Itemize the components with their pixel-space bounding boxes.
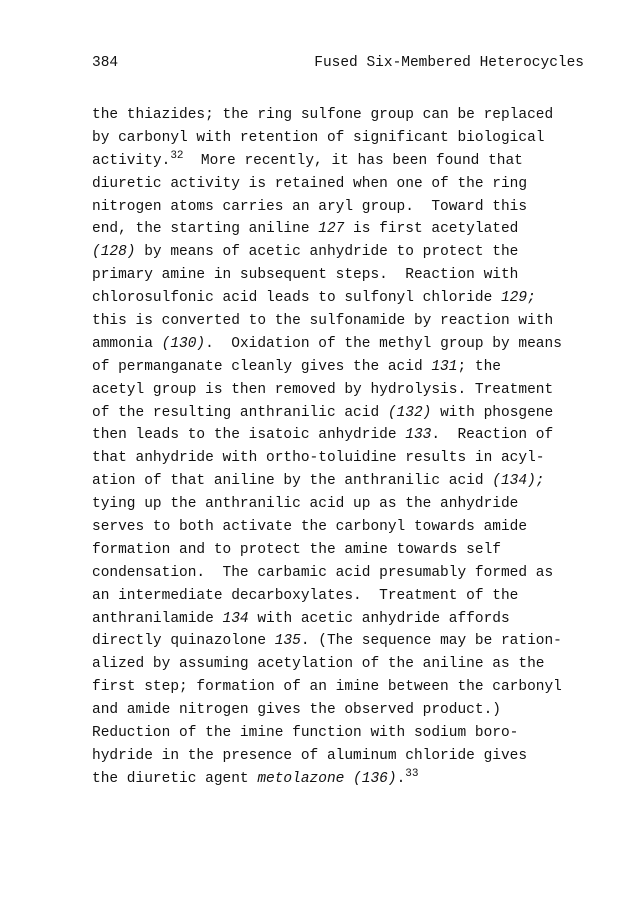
page-number: 384 (92, 55, 119, 71)
compound-ref: 127 (318, 221, 345, 238)
text-line: primary amine in subsequent steps. Reaction with (92, 267, 519, 284)
footnote-ref: 33 (405, 767, 419, 780)
text-line: (128) by means of acetic anhydride to protect the (92, 244, 519, 261)
text-line: of the resulting anthranilic acid (132) with phosgene (92, 404, 554, 421)
footnote-ref: 32 (170, 149, 184, 162)
drug-name: metolazone (257, 770, 345, 787)
compound-ref: (128) (92, 244, 136, 261)
compound-ref: 134 (222, 610, 249, 627)
running-title: Fused Six-Membered Heterocycles (314, 55, 584, 71)
text-line: acetyl group is then removed by hydrolysis. Treatment (92, 381, 554, 398)
compound-ref: 131 (431, 358, 458, 375)
text-line: this is converted to the sulfonamide by reaction with (92, 313, 554, 330)
text-line: chlorosulfonic acid leads to sulfonyl chloride 129; (92, 290, 536, 307)
compound-ref: (130) (161, 335, 206, 352)
page-header (92, 53, 584, 73)
text-line: condensation. The carbamic acid presumably formed as (92, 564, 554, 581)
text-line: of permanganate cleanly gives the acid 131; the (92, 358, 501, 375)
text-line: serves to both activate the carbonyl towards amide (92, 519, 528, 536)
text-line: activity.$^{32}$ More recently, it has been found that (92, 149, 523, 169)
text-line: the diuretic agent metolazone (136).$^{33}$ (92, 767, 419, 787)
compound-ref: (132) (387, 404, 432, 421)
text-line: that anhydride with ortho-toluidine results in acyl- (92, 450, 545, 467)
text-line: hydride in the presence of aluminum chloride gives (92, 747, 528, 764)
compound-ref: 135 (274, 633, 301, 650)
text-line: by carbonyl with retention of significant biological (92, 129, 545, 146)
text-line: directly quinazolone 135. (The sequence may be ration- (92, 633, 562, 650)
text-line: alized by assuming acetylation of the aniline as the (92, 656, 545, 673)
text-line: diuretic activity is retained when one of the ring (92, 175, 528, 192)
compound-ref: 133 (405, 427, 432, 444)
text-line: Reduction of the imine function with sodium boro- (92, 725, 519, 742)
text-line: ammonia (130). Oxidation of the methyl group by means (92, 335, 562, 352)
body-text (92, 104, 592, 791)
compound-ref: (136) (353, 770, 397, 787)
compound-ref: 129; (500, 290, 536, 307)
text-line: an intermediate decarboxylates. Treatment of the (92, 587, 519, 604)
text-line: the thiazides; the ring sulfone group can be replaced (92, 107, 554, 123)
text-line: then leads to the isatoic anhydride 133. Reaction of (92, 427, 554, 444)
compound-ref: (134); (492, 473, 545, 490)
text-line: ation of that aniline by the anthranilic acid (134); (92, 473, 545, 490)
text-line: and amide nitrogen gives the observed product.) (92, 702, 501, 719)
text-line: first step; formation of an imine between the carbonyl (92, 679, 562, 696)
text-line: tying up the anthranilic acid up as the anhydride (92, 496, 519, 513)
text-line: formation and to protect the amine towards self (92, 541, 501, 558)
text-line: anthranilamide 134 with acetic anhydride affords (92, 610, 510, 627)
text-line: end, the starting aniline 127 is first acetylated (92, 221, 519, 238)
text-line: nitrogen atoms carries an aryl group. Toward this (92, 198, 528, 215)
